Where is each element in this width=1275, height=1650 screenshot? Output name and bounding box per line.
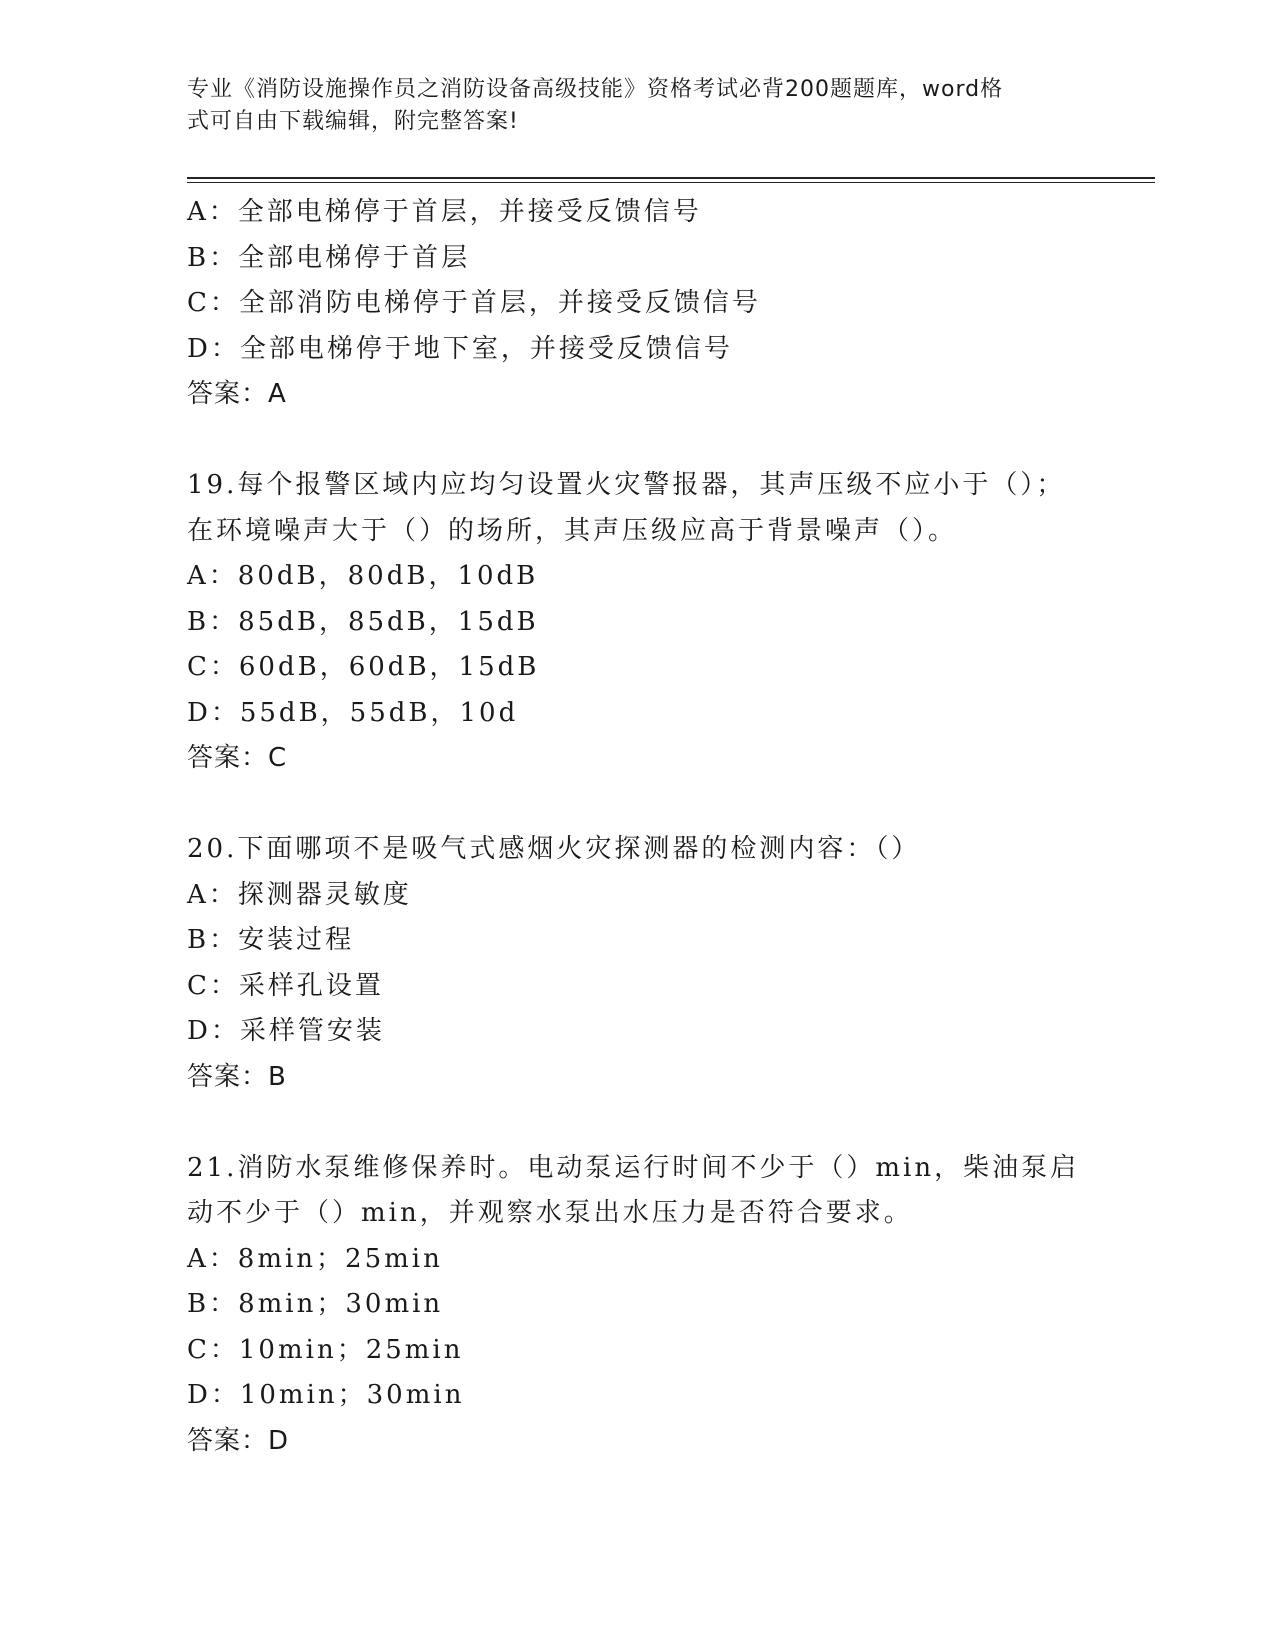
header-rule-thick [187, 177, 1155, 179]
option-c: C：采样孔设置 [187, 970, 384, 1001]
question-21 [187, 1146, 1087, 1465]
question-stem-line-1: 19.每个报警区域内应均匀设置火灾警报器，其声压级不应小于（）； [187, 470, 1066, 500]
option-b: B：安装过程 [187, 925, 355, 955]
question-stem-line-2: 在环境噪声大于（）的场所，其声压级应高于背景噪声（）。 [187, 515, 958, 546]
option-d: D：55dB，55dB，10d [187, 697, 519, 728]
header-line-1: 专业《消防设施操作员之消防设备高级技能》资格考试必背200题题库，word格 [187, 77, 1004, 102]
spacer [187, 782, 1087, 828]
option-d: D：全部电梯停于地下室，并接受反馈信号 [187, 333, 733, 364]
answer-line: 答案：C [187, 743, 288, 773]
option-c: C：全部消防电梯停于首层，并接受反馈信号 [187, 288, 761, 318]
question-stem-line-1: 21.消防水泵维修保养时。电动泵运行时间不少于（）min，柴油泵启 [187, 1152, 1080, 1183]
question-list [187, 190, 1087, 1464]
option-a: A：8min；25min [187, 1243, 443, 1274]
header-rule-thin [187, 182, 1155, 183]
spacer [187, 418, 1087, 464]
option-b: B：全部电梯停于首层 [187, 242, 471, 273]
spacer [187, 1100, 1087, 1146]
document-header [187, 74, 1067, 138]
option-c: C：60dB，60dB，15dB [187, 652, 540, 682]
question-20 [187, 827, 1087, 1100]
option-b: B：8min；30min [187, 1289, 444, 1319]
question-stem-line-2: 动不少于（）min，并观察水泵出水压力是否符合要求。 [187, 1198, 913, 1228]
option-a: A：探测器灵敏度 [187, 879, 412, 910]
option-c: C：10min；25min [187, 1334, 464, 1365]
option-a: A：全部电梯停于首层，并接受反馈信号 [187, 197, 702, 227]
option-d: D：采样管安装 [187, 1016, 385, 1046]
answer-line: 答案：D [187, 1425, 290, 1456]
question-stem-line-1: 20.下面哪项不是吸气式感烟火灾探测器的检测内容：（） [187, 834, 921, 864]
question-19 [187, 463, 1087, 782]
answer-line: 答案：A [187, 379, 287, 409]
answer-line: 答案：B [187, 1061, 287, 1092]
option-d: D：10min；30min [187, 1380, 465, 1410]
question-18 [187, 190, 1087, 418]
header-line-2: 式可自由下载编辑，附完整答案! [187, 109, 519, 134]
option-a: A：80dB，80dB，10dB [187, 561, 539, 591]
option-b: B：85dB，85dB，15dB [187, 606, 539, 637]
